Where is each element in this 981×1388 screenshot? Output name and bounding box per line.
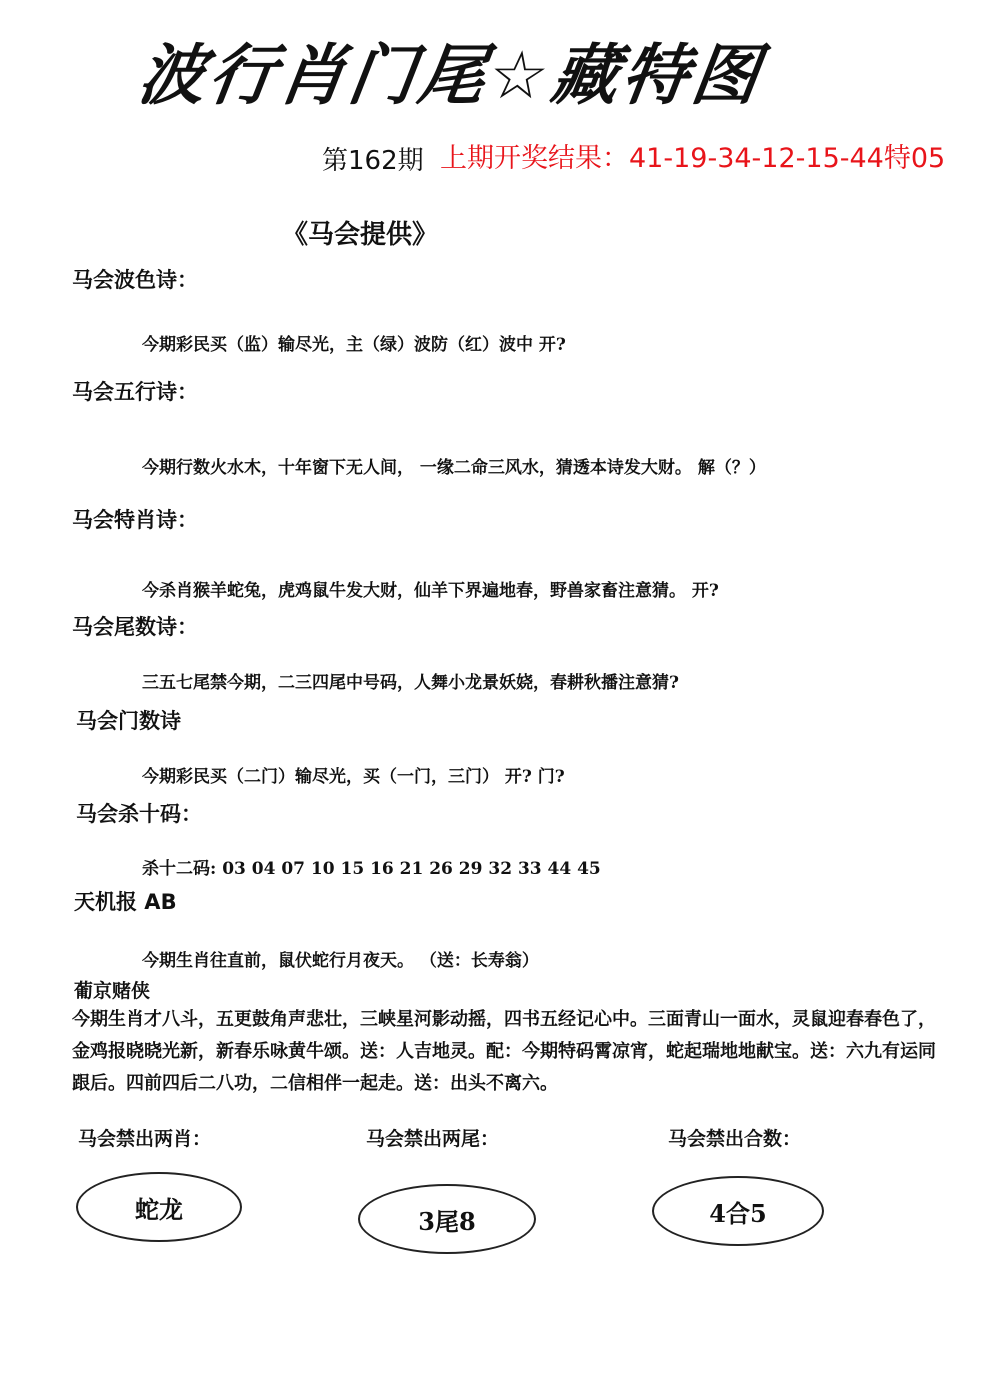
section-text-kill-numbers: 杀十二码: 03 04 07 10 15 16 21 26 29 32 33 44 45: [142, 859, 601, 879]
section-text-tail-poem: 三五七尾禁今期，二三四尾中号码，人舞小龙景妖娆，春耕秋播注意猜?: [142, 673, 679, 693]
ban-label-sum: 马会禁出合数：: [668, 1128, 802, 1150]
ban-value-sum: 4合5: [709, 1198, 767, 1228]
section-text-zodiac-poem: 今杀肖猴羊蛇兔，虎鸡鼠牛发大财，仙羊下界遍地春，野兽家畜注意猜。 开?: [142, 581, 719, 601]
section-text-door-poem: 今期彩民买（二门）输尽光，买（一门，三门） 开? 门?: [142, 767, 565, 787]
section-heading-kill-numbers: 马会杀十码：: [76, 802, 202, 826]
section-heading-tail-poem: 马会尾数诗：: [72, 615, 198, 639]
page-title: 波行肖门尾☆藏特图: [133, 37, 768, 114]
section-heading-pujing: 葡京赌侠: [74, 980, 151, 1002]
section-text-pujing: 今期生肖才八斗，五更鼓角声悲壮，三峡星河影动摇，四书五经记心中。三面青山一面水，灵鼠迎春春色了，金鸡报晓晓光新，新春乐咏黄牛颂。送：人吉地灵。配：今期特码霄凉宵，蛇起瑞地地献宝。送：六九有运同跟后。四前四后二八功，二信相伴一起走。送：出头不离六。: [72, 1009, 936, 1094]
ban-oval-zodiac: [76, 1172, 242, 1242]
provider-label: 《马会提供》: [282, 220, 439, 250]
section-heading-zodiac-poem: 马会特肖诗：: [72, 508, 198, 532]
ban-value-zodiac: 蛇龙: [135, 1194, 183, 1224]
section-text-five-elements-poem: 今期行数火水木，十年窗下无人间， 一缘二命三风水，猜透本诗发大财。 解（？）: [142, 458, 766, 478]
ban-oval-sum: [652, 1176, 824, 1246]
section-text-tianji: 今期生肖往直前，鼠伏蛇行月夜天。 （送：长寿翁）: [142, 951, 539, 971]
ban-label-tail: 马会禁出两尾：: [366, 1128, 500, 1150]
section-heading-color-poem: 马会波色诗：: [72, 268, 198, 292]
section-heading-five-elements-poem: 马会五行诗：: [72, 380, 198, 404]
section-heading-tianji: 天机报 AB: [74, 890, 177, 914]
ban-label-zodiac: 马会禁出两肖：: [78, 1128, 212, 1150]
ban-oval-tail: [358, 1184, 536, 1254]
last-draw-result: 上期开奖结果：41-19-34-12-15-44特05: [440, 143, 946, 174]
ban-value-tail: 3尾8: [418, 1206, 476, 1236]
issue-number: 第162期: [322, 146, 424, 176]
section-text-color-poem: 今期彩民买（监）输尽光，主（绿）波防（红）波中 开?: [142, 335, 566, 355]
section-heading-door-poem: 马会门数诗: [76, 709, 181, 733]
